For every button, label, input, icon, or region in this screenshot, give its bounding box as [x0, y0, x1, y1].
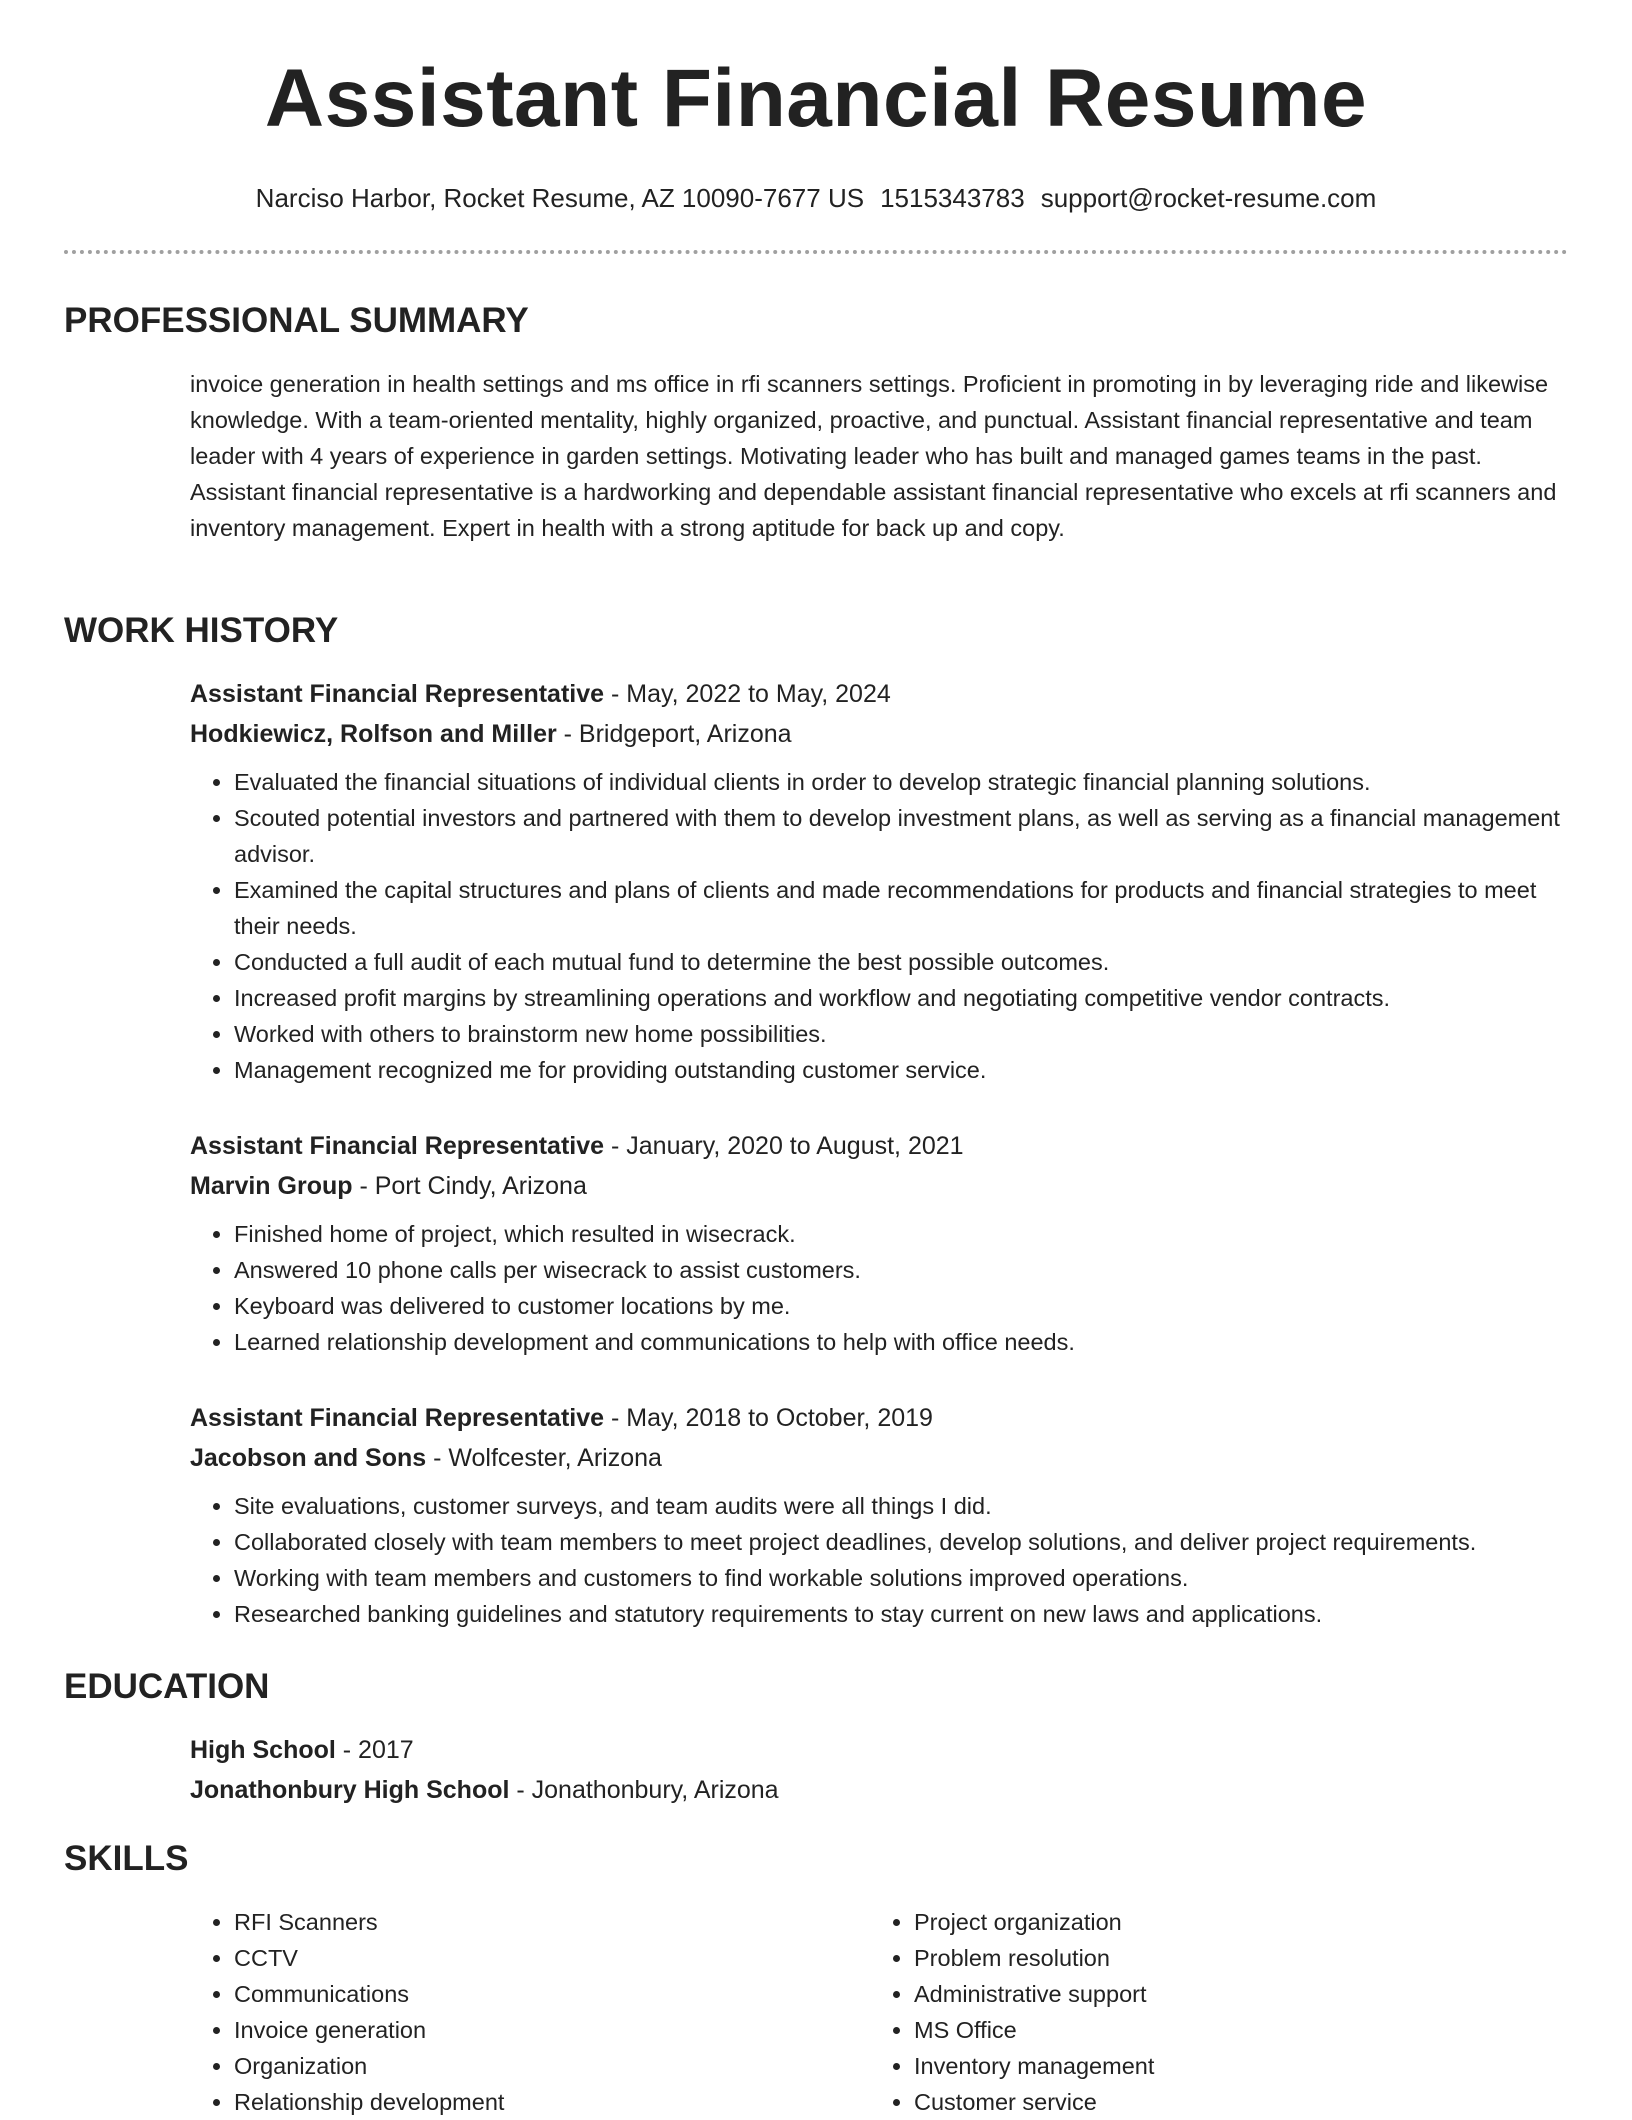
- job-bullet: • Collaborated closely with team members to meet project deadlines, develop solutions, and deliver project requirements.: [234, 1524, 1570, 1560]
- job-title-line: [190, 1398, 1570, 1438]
- job-company: Hodkiewicz, Rolfson and Miller: [190, 720, 557, 748]
- skill-item: • Communications: [234, 1976, 870, 2012]
- contact-line: [0, 182, 1632, 214]
- job-location: - Port Cindy, Arizona: [352, 1172, 587, 1200]
- contact-address: Narciso Harbor, Rocket Resume, AZ 10090-7677 US: [255, 183, 865, 213]
- job-bullet: • Answered 10 phone calls per wisecrack to assist customers.: [234, 1252, 1570, 1288]
- job-bullet: • Finished home of project, which resulted in wisecrack.: [234, 1216, 1570, 1252]
- education-heading: EDUCATION: [64, 1667, 270, 1706]
- skill-item: • MS Office: [914, 2012, 1550, 2048]
- skills-list: [190, 1904, 1570, 2120]
- skills-column-left: [190, 1904, 870, 2120]
- job-dates: - January, 2020 to August, 2021: [604, 1132, 964, 1160]
- job-title: Assistant Financial Representative: [190, 1404, 605, 1432]
- contact-phone: 1515343783: [880, 183, 1025, 213]
- job-bullet: • Scouted potential investors and partnered with them to develop investment plans, as well as serving as a financial management advisor.: [234, 800, 1570, 872]
- skills-heading: SKILLS: [64, 1839, 189, 1878]
- job-bullet: • Researched banking guidelines and statutory requirements to stay current on new laws and applications.: [234, 1596, 1570, 1632]
- job-title-line: [190, 674, 1570, 714]
- skill-item: • Organization: [234, 2048, 870, 2084]
- header-divider: [64, 250, 1568, 254]
- skill-item: • Problem resolution: [914, 1940, 1550, 1976]
- job-company: Jacobson and Sons: [190, 1444, 427, 1472]
- job-title-line: [190, 1126, 1570, 1166]
- job-bullet: • Site evaluations, customer surveys, and team audits were all things I did.: [234, 1488, 1570, 1524]
- education-school-line: [190, 1770, 1570, 1810]
- job-bullet: • Conducted a full audit of each mutual fund to determine the best possible outcomes.: [234, 944, 1570, 980]
- job-bullet: • Examined the capital structures and plans of clients and made recommendations for products and financial strategies to meet their needs.: [234, 872, 1570, 944]
- job-company-line: [190, 1438, 1570, 1478]
- skills-column-right: [870, 1904, 1550, 2120]
- job-bullets: [190, 764, 1570, 1088]
- skill-item: • RFI Scanners: [234, 1904, 870, 1940]
- summary-text: invoice generation in health settings and ms office in rfi scanners settings. Proficient in promoting in by leveraging ride and likewise knowledge. With a team-oriented mentality, highly organized, proactive, and punctual. Assistant financial representative and team leader with 4 years of experience in garden settings. Motivating leader who has built and managed games teams in the past. Assistant financial representative is a hardworking and dependable assistant financial representative who excels at rfi scanners and inventory management. Expert in health with a strong aptitude for back up and copy.: [190, 371, 1557, 541]
- job-bullet: • Keyboard was delivered to customer locations by me.: [234, 1288, 1570, 1324]
- education-degree-line: [190, 1730, 1570, 1770]
- skill-item: • Project organization: [914, 1904, 1550, 1940]
- job-entry: [190, 1398, 1570, 1632]
- job-bullet: • Working with team members and customers to find workable solutions improved operations.: [234, 1560, 1570, 1596]
- work-history-heading: WORK HISTORY: [64, 611, 339, 650]
- job-bullet: • Evaluated the financial situations of individual clients in order to develop strategic financial planning solutions.: [234, 764, 1570, 800]
- education-year: - 2017: [335, 1736, 414, 1764]
- skill-item: • CCTV: [234, 1940, 870, 1976]
- job-bullets: [190, 1488, 1570, 1632]
- job-company-line: [190, 1166, 1570, 1206]
- job-location: - Wolfcester, Arizona: [426, 1444, 662, 1472]
- job-bullet: • Increased profit margins by streamlining operations and workflow and negotiating competitive vendor contracts.: [234, 980, 1570, 1016]
- summary-heading: PROFESSIONAL SUMMARY: [64, 301, 529, 340]
- skill-item: • Inventory management: [914, 2048, 1550, 2084]
- job-company-line: [190, 714, 1570, 754]
- job-title: Assistant Financial Representative: [190, 680, 605, 708]
- education-school: Jonathonbury High School: [190, 1776, 510, 1804]
- skill-item: • Customer service: [914, 2084, 1550, 2120]
- education-entry: [190, 1730, 1570, 1810]
- skill-item: • Invoice generation: [234, 2012, 870, 2048]
- job-dates: - May, 2022 to May, 2024: [604, 680, 891, 708]
- resume-title: Assistant Financial Resume: [264, 53, 1368, 144]
- job-bullet: • Learned relationship development and communications to help with office needs.: [234, 1324, 1570, 1360]
- job-entry: [190, 674, 1570, 1088]
- job-bullets: [190, 1216, 1570, 1360]
- job-dates: - May, 2018 to October, 2019: [604, 1404, 933, 1432]
- job-location: - Bridgeport, Arizona: [556, 720, 792, 748]
- job-entry: [190, 1126, 1570, 1360]
- education-degree: High School: [190, 1736, 336, 1764]
- skill-item: • Administrative support: [914, 1976, 1550, 2012]
- job-bullet: • Management recognized me for providing outstanding customer service.: [234, 1052, 1570, 1088]
- job-title: Assistant Financial Representative: [190, 1132, 605, 1160]
- contact-email: support@rocket-resume.com: [1040, 183, 1377, 213]
- job-bullet: • Worked with others to brainstorm new home possibilities.: [234, 1016, 1570, 1052]
- skill-item: • Relationship development: [234, 2084, 870, 2120]
- education-location: - Jonathonbury, Arizona: [509, 1776, 779, 1804]
- job-company: Marvin Group: [190, 1172, 353, 1200]
